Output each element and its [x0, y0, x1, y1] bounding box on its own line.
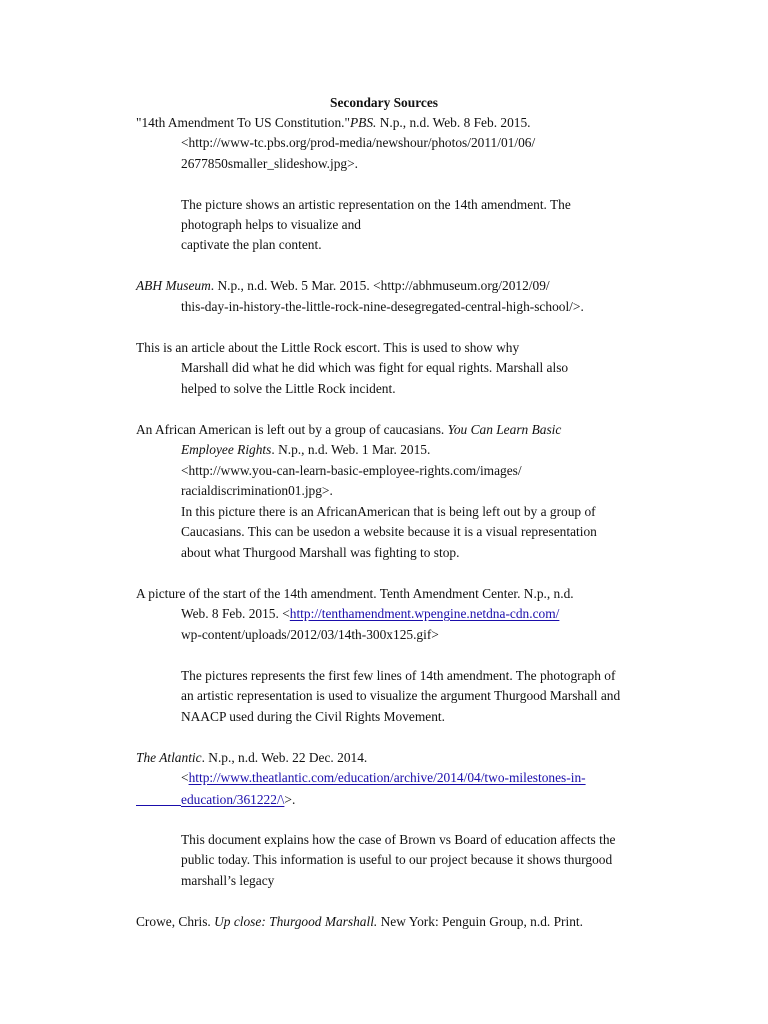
link-underline-indent	[136, 791, 181, 806]
atlantic-link-cont[interactable]: education/361222/\	[181, 792, 285, 807]
citation-employee-rights-line-2	[181, 440, 430, 460]
annotation-employee-rights-line-3: about what Thurgood Marshall was fighting to stop.	[181, 545, 460, 560]
url-close-bracket: >.	[284, 792, 296, 807]
citation-atlantic-url-line-1	[181, 768, 586, 788]
citation-tenth-amendment-line-2	[181, 604, 559, 624]
annotation-abh-line-2: Marshall did what he did which was fight for equal rights. Marshall also	[181, 360, 569, 375]
citation-source: You Can Learn Basic	[447, 422, 562, 437]
annotation-pbs-line-1: The picture shows an artistic representation on the 14th amendment. The	[181, 197, 571, 212]
annotation-tenth-amendment-line-1: The pictures represents the first few lines of 14th amendment. The photograph of	[181, 668, 616, 683]
citation-atlantic-url-line-2	[181, 789, 295, 809]
citation-source: PBS.	[349, 115, 377, 130]
annotation-pbs-line-3: captivate the plan content.	[181, 237, 322, 252]
citation-pub-info: New York: Penguin Group, n.d. Print.	[377, 914, 583, 929]
annotation-employee-rights-line-1: In this picture there is an AfricanAmerican that is being left out by a group of	[181, 504, 596, 519]
citation-pub-info: . N.p., n.d. Web. 22 Dec. 2014.	[201, 750, 368, 765]
citation-pub-info: Web. 8 Feb. 2015. <	[181, 606, 290, 621]
citation-tenth-amendment-line-1: A picture of the start of the 14th amendment. Tenth Amendment Center. N.p., n.d.	[136, 586, 574, 601]
annotation-atlantic-line-1: This document explains how the case of Brown vs Board of education affects the	[181, 832, 616, 847]
tenth-amendment-link[interactable]: http://tenthamendment.wpengine.netdna-cdn.com/	[289, 606, 560, 621]
atlantic-link[interactable]: http://www.theatlantic.com/education/archive/2014/04/two-milestones-in-	[188, 770, 586, 785]
citation-source: The Atlantic	[136, 750, 202, 765]
page-title: Secondary Sources	[330, 95, 438, 110]
citation-pbs-line-1	[136, 113, 531, 133]
citation-author: Crowe, Chris.	[136, 914, 215, 929]
annotation-abh-line-3: helped to solve the Little Rock incident.	[181, 381, 396, 396]
citation-pub-info: . N.p., n.d. Web. 5 Mar. 2015. <http://abhmuseum.org/2012/09/	[210, 278, 550, 293]
citation-source: Up close: Thurgood Marshall.	[214, 914, 378, 929]
annotation-tenth-amendment-line-3: NAACP used during the Civil Rights Movement.	[181, 709, 445, 724]
citation-tenth-amendment-url-line: wp-content/uploads/2012/03/14th-300x125.gif>	[181, 627, 439, 642]
citation-pbs-url-line-2: 2677850smaller_slideshow.jpg>.	[181, 156, 359, 171]
citation-employee-rights-url-line-2: racialdiscrimination01.jpg>.	[181, 483, 333, 498]
citation-title: "14th Amendment To US Constitution."	[136, 115, 350, 130]
annotation-abh-line-1: This is an article about the Little Rock escort. This is used to show why	[136, 340, 520, 355]
annotation-tenth-amendment-line-2: an artistic representation is used to visualize the argument Thurgood Marshall and	[181, 688, 621, 703]
url-open-bracket: <	[181, 770, 189, 785]
annotation-atlantic-line-2: public today. This information is useful to our project because it shows thurgood	[181, 852, 613, 867]
annotation-employee-rights-line-2: Caucasians. This can be usedon a website because it is a visual representation	[181, 524, 597, 539]
citation-atlantic-line-1	[136, 748, 367, 768]
citation-source: ABH Museum	[136, 278, 211, 293]
citation-title: An African American is left out by a group of caucasians.	[136, 422, 448, 437]
citation-pub-info: . N.p., n.d. Web. 1 Mar. 2015.	[271, 442, 431, 457]
citation-abh-url-line: this-day-in-history-the-little-rock-nine-desegregated-central-high-school/>.	[181, 299, 584, 314]
annotation-pbs-line-2: photograph helps to visualize and	[181, 217, 361, 232]
citation-pbs-url-line-1: <http://www-tc.pbs.org/prod-media/newshour/photos/2011/01/06/	[181, 135, 536, 150]
citation-abh-line-1	[136, 276, 550, 296]
annotation-atlantic-line-3: marshall’s legacy	[181, 873, 275, 888]
citation-crowe-line-1	[136, 912, 583, 932]
citation-source-cont: Employee Rights	[181, 442, 272, 457]
citation-employee-rights-line-1	[136, 420, 561, 440]
citation-pub-info: N.p., n.d. Web. 8 Feb. 2015.	[376, 115, 531, 130]
citation-employee-rights-url-line-1: <http://www.you-can-learn-basic-employee-rights.com/images/	[181, 463, 522, 478]
